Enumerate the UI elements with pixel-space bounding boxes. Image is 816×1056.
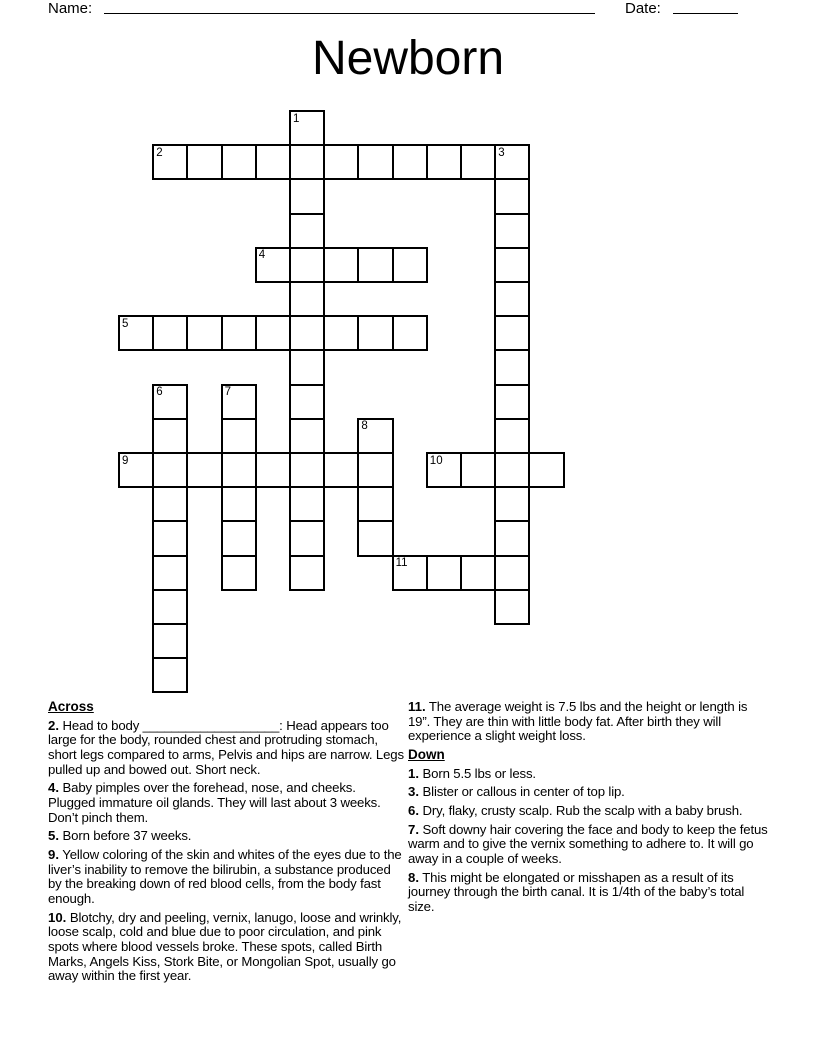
grid-cell[interactable] (494, 178, 530, 214)
grid-cell[interactable] (528, 452, 564, 488)
grid-cell[interactable] (494, 486, 530, 522)
grid-cell[interactable] (323, 247, 359, 283)
clue-number: 1. (408, 765, 419, 781)
grid-cell[interactable] (494, 281, 530, 317)
cell-number-10: 10 (429, 454, 443, 467)
clue-number: 7. (408, 821, 419, 837)
grid-cell[interactable] (426, 555, 462, 591)
down-clues-column (408, 700, 770, 988)
grid-cell[interactable] (221, 418, 257, 454)
clue-9-across: 9. Yellow coloring of the skin and whites of the eyes due to the liver’s inability to remove the bilirubin, a substance produced by the breaking down of red blood cells, from the body fast enough. (48, 846, 402, 906)
grid-cell[interactable] (392, 144, 428, 180)
clue-2-across: 2. Head to body ___________________: Head appears too large for the body, rounded chest and protruding stomach, short legs compared to arms, Pelvis and hips are narrow. Legs pulled up and bowed out. Short neck. (48, 717, 404, 777)
across-clues-column (48, 700, 404, 988)
grid-cell[interactable] (494, 452, 530, 488)
grid-cell[interactable] (460, 452, 496, 488)
grid-cell[interactable] (221, 315, 257, 351)
grid-cell[interactable] (357, 247, 393, 283)
puzzle-title: Newborn (311, 32, 505, 85)
grid-cell[interactable] (357, 520, 393, 556)
clue-number: 11. (408, 699, 426, 714)
grid-cell[interactable] (186, 452, 222, 488)
clue-4-across: 4. Baby pimples over the forehead, nose, and cheeks. Plugged immature oil glands. They will last about 3 weeks. Don’t pinch them. (48, 780, 381, 825)
grid-cell[interactable] (289, 486, 325, 522)
cell-number-4: 4 (258, 249, 266, 262)
grid-cell[interactable] (494, 349, 530, 385)
grid-cell[interactable] (289, 247, 325, 283)
name-fill-line[interactable] (104, 13, 595, 14)
grid-cell[interactable] (357, 452, 393, 488)
grid-cell[interactable] (460, 144, 496, 180)
grid-cell[interactable] (289, 384, 325, 420)
clue-number: 9. (48, 846, 59, 862)
grid-cell[interactable] (186, 315, 222, 351)
clue-number: 2. (48, 717, 59, 733)
clue-7-down: 7. Soft downy hair covering the face and body to keep the fetus warm and to give the vernix something to adhere to. It will go away in a couple of weeks. (408, 821, 768, 866)
grid-cell[interactable] (289, 520, 325, 556)
grid-cell[interactable] (289, 452, 325, 488)
grid-cell[interactable] (152, 418, 188, 454)
cell-number-1: 1 (293, 112, 300, 125)
grid-cell[interactable] (221, 520, 257, 556)
grid-cell[interactable] (289, 315, 325, 351)
across-clues-list (48, 719, 404, 984)
grid-cell[interactable] (494, 418, 530, 454)
clue-number: 6. (408, 802, 419, 818)
cell-number-9: 9 (122, 454, 129, 467)
across-clue-overflow (408, 700, 770, 744)
cell-number-2: 2 (156, 146, 163, 159)
name-label: Name: (48, 0, 93, 17)
grid-cell[interactable] (357, 486, 393, 522)
grid-cell[interactable] (221, 144, 257, 180)
grid-cell[interactable] (392, 247, 428, 283)
date-fill-line[interactable] (673, 13, 738, 14)
grid-cell[interactable] (221, 452, 257, 488)
clue-number: 10. (48, 909, 67, 925)
cell-number-5: 5 (122, 317, 129, 330)
grid-cell[interactable] (289, 178, 325, 214)
cell-number-7: 7 (224, 386, 231, 399)
crossword-grid (118, 110, 566, 694)
cell-number-8: 8 (361, 420, 368, 433)
grid-cell[interactable] (323, 315, 359, 351)
clue-3-down: 3. Blister or callous in center of top lip. (408, 784, 625, 800)
grid-cell[interactable] (152, 623, 188, 659)
grid-cell[interactable] (152, 315, 188, 351)
grid-cell[interactable] (357, 315, 393, 351)
clue-11-across: 11. The average weight is 7.5 lbs and the height or length is 19”. They are thin with little body fat. After birth they will experience a slight weight loss. (408, 699, 748, 744)
grid-cell[interactable] (494, 555, 530, 591)
grid-cell[interactable] (460, 555, 496, 591)
grid-cell[interactable] (255, 144, 291, 180)
clue-number: 5. (48, 828, 59, 844)
clue-8-down: 8. This might be elongated or misshapen as a result of its journey through the birth canal. It is 1/4th of the baby’s total size. (408, 869, 745, 914)
clue-5-across: 5. Born before 37 weeks. (48, 828, 192, 844)
cell-number-11: 11 (395, 557, 408, 570)
clues-section (48, 700, 774, 988)
grid-cell[interactable] (494, 520, 530, 556)
grid-cell[interactable] (152, 520, 188, 556)
grid-cell[interactable] (289, 418, 325, 454)
grid-cell[interactable] (323, 144, 359, 180)
grid-cell[interactable] (186, 144, 222, 180)
grid-cell[interactable] (494, 384, 530, 420)
grid-cell[interactable] (152, 657, 188, 693)
grid-cell[interactable] (323, 452, 359, 488)
date-label: Date: (625, 0, 661, 17)
grid-cell[interactable] (494, 589, 530, 625)
down-clues-list (408, 767, 770, 915)
grid-cell[interactable] (494, 247, 530, 283)
cell-number-3: 3 (498, 146, 505, 159)
grid-cell[interactable] (392, 315, 428, 351)
grid-cell[interactable] (152, 555, 188, 591)
grid-cell[interactable] (289, 349, 325, 385)
grid-cell[interactable] (152, 589, 188, 625)
grid-cell[interactable] (289, 555, 325, 591)
cell-number-6: 6 (156, 386, 163, 399)
grid-cell[interactable] (152, 452, 188, 488)
grid-cell[interactable] (152, 486, 188, 522)
clue-1-down: 1. Born 5.5 lbs or less. (408, 765, 536, 781)
grid-cell[interactable] (221, 486, 257, 522)
grid-cell[interactable] (289, 144, 325, 180)
grid-cell[interactable] (494, 213, 530, 249)
clue-6-down: 6. Dry, flaky, crusty scalp. Rub the scalp with a baby brush. (408, 802, 743, 818)
down-header: Down (408, 746, 445, 762)
clue-number: 4. (48, 780, 59, 796)
grid-cell[interactable] (255, 452, 291, 488)
grid-cell[interactable] (221, 555, 257, 591)
grid-cell[interactable] (289, 281, 325, 317)
grid-cell[interactable] (357, 144, 393, 180)
clue-number: 8. (408, 869, 419, 885)
across-header: Across (48, 699, 94, 714)
grid-cell[interactable] (255, 315, 291, 351)
grid-cell[interactable] (494, 315, 530, 351)
grid-cell[interactable] (289, 213, 325, 249)
grid-cell[interactable] (426, 144, 462, 180)
clue-10-across: 10. Blotchy, dry and peeling, vernix, lanugo, loose and wrinkly, loose scalp, cold and blue due to poor circulation, and pink spots where blood vessels broke. These spots, called Birth Marks, Angels Kiss, Stork Bite, or Mongolian Spot, usually go away within the first year. (48, 909, 402, 984)
clue-number: 3. (408, 784, 419, 800)
